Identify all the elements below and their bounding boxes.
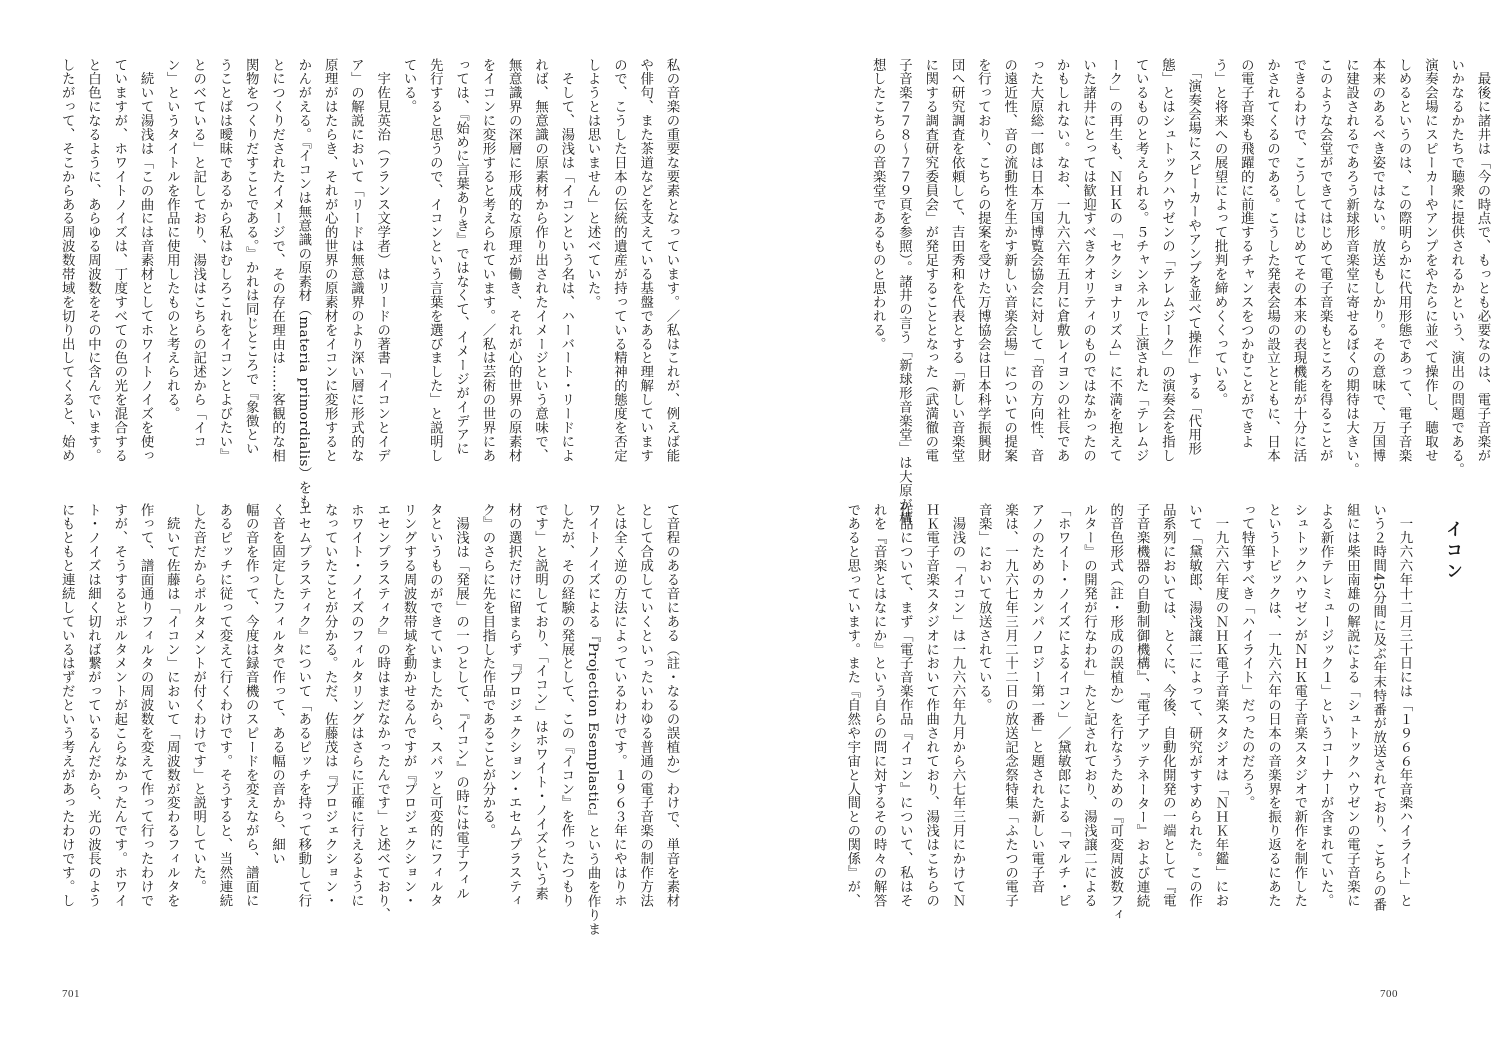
text-line: エセムプラスティク』について「あるピッチを持って移動して行 <box>295 503 311 908</box>
text-line: 先行すると思うので、イコンという言葉を選びました」と説明し <box>427 58 443 463</box>
text-line: 「演奏会場にスピーカーやアンプを並べて操作」する「代用形 <box>1185 58 1201 456</box>
text-line: 演奏会場にスピーカーやアンプをやたらに並べて操作し、聴取せ <box>1422 58 1438 463</box>
text-line: 材の選択だけに留まらず『プロジェクション・エセムプラスティ <box>506 503 522 908</box>
text-line: 組には柴田南雄の解説による「シュトックハウゼンの電子音楽に <box>1344 503 1360 908</box>
text-line: 態」とはシュトックハウゼンの「テレムジーク」の演奏会を指し <box>1159 58 1175 463</box>
text-line: しようとは思いません」と述べていた。 <box>585 58 601 310</box>
text-line: ルター』の開発が行なわれ」たと記されており、湯浅譲二による <box>1081 503 1097 908</box>
text-line: ていますが、ホワイトノイズは、丁度すべての色の光を混合する <box>111 58 127 463</box>
text-line: ホワイト・ノイズのフィルタリングはさらに正確に行えるように <box>348 503 364 908</box>
text-line: の電子音楽も飛躍的に前進するチャンスをつかむことができよ <box>1238 58 1254 449</box>
text-line: ワイトノイズによる『Projection Esemplastic』という曲を作りま <box>585 503 601 936</box>
text-line: できるわけで、こうしてはじめてその本来の表現機能が十分に活 <box>1290 58 1306 463</box>
text-line: 本来のあるべき姿ではない。放送もしかり。その意味で、万国博 <box>1369 58 1385 463</box>
right-page-number: 700 <box>1380 988 1398 1000</box>
right-page-top-text <box>845 58 1495 526</box>
text-line: 宇佐見英治（フランス文学者）はリードの著書「イコンとイデ <box>374 58 390 463</box>
text-line: すが、そうするとポルタメントが起こらなかったんです。ホワイ <box>111 503 127 908</box>
text-line: した音だからポルタメントが付くわけです」と説明していた。 <box>190 503 206 894</box>
text-line: 関物をつくりだすことである。』かれは同じところで『象徴とい <box>243 58 259 456</box>
text-line: をイコンに変形すると考えられています。／私は芸術の世界にあ <box>479 58 495 463</box>
text-line: っては、『始めに言葉ありき』ではなくて、イメージがイデアに <box>453 58 469 456</box>
text-line: 的音色形式（註・形成の誤植か）を行なうための『可変周波数フィ <box>1107 503 1123 922</box>
text-line: かもしれない。なお、一九六六年五月に倉敷レイヨンの社長であ <box>1054 58 1070 463</box>
text-line: とにつくりだされたイメージで、その存在理由は……客観的な相 <box>269 58 285 463</box>
text-line: や俳句、また茶道などを支えている基盤であると理解しています <box>637 58 653 463</box>
text-line: よる新作テレミュージック１」というコーナーが含まれていた。 <box>1318 503 1334 908</box>
text-line: いた諸井にとっては歓迎すべきクオリティのものではなかったの <box>1080 58 1096 463</box>
text-line: ト・ノイズは細く切れば繋がっているんだから、光の波長のよう <box>85 503 101 908</box>
text-line: ＨＫ電子音楽スタジオにおいて作曲されており、湯浅はこちらの <box>923 503 939 908</box>
text-line: このような会堂ができてはじめて電子音楽もところを得ることが <box>1317 58 1333 463</box>
right-page-bottom-text <box>845 503 1417 955</box>
text-line: 子音楽機器の自動制御機構』、『電子アッテネーター』および連続 <box>1134 503 1150 909</box>
text-line: 湯浅の「イコン」は一九六六年九月から六七年三月にかけてＮ <box>949 503 965 908</box>
text-line: ン」というタイトルを作品に使用したものと考えられる。 <box>164 58 180 421</box>
text-line: 幅の音を作って、今度は録音機のスピードを変えながら、譜面に <box>243 503 259 908</box>
text-line: そして、湯浅は「イコンという名は、ハーバート・リードによ <box>558 58 574 463</box>
text-line: あるピッチに従って変えて行くわけです。そうすると、当然連続 <box>216 503 232 908</box>
text-line: く音を固定したフィルタで作って、ある幅の音から、細い <box>269 503 285 866</box>
text-line: って特筆すべき「ハイライト」だったのだろう。 <box>1239 503 1255 810</box>
text-line: 原理がはたらき、それが心的世界の原素材をイコンに変形すると <box>322 58 338 463</box>
text-line: ているものと考えられる。５チャンネルで上演された「テレムジ <box>1133 58 1149 463</box>
text-line: に関する調査研究委員会」が発足することとなった（武満徹の電 <box>922 58 938 463</box>
text-line: いて「黛敏郎、湯浅譲二によって、研究がすすめられた。この作 <box>1186 503 1202 908</box>
text-line: なっていたことが分かる。ただ、佐藤茂は『プロジェクション・ <box>322 503 338 908</box>
text-line: うことばは曖昧であるから私はむしろこれをイコンとよびたい』 <box>216 58 232 463</box>
text-line: 続いて湯浅は「この曲には音素材としてホワイトノイズを使っ <box>138 58 154 463</box>
text-line: れを『音楽とはなにか』という自らの問に対するその時々の解答 <box>871 503 887 908</box>
text-line: として合成していくといったいわゆる普通の電子音楽の制作方法 <box>637 503 653 908</box>
text-line: アノのためのカンパノロジー第一番」と題された新しい電子音 <box>1028 503 1044 894</box>
text-line: シュトックハウゼンがＮＨＫ電子音楽スタジオで新作を制作した <box>1291 503 1307 908</box>
text-line: 湯浅は「発展」の一つとして、『イコン』の時には電子フィル <box>453 503 469 901</box>
text-line: と白色になるように、あらゆる周波数をその中に含んでいます。 <box>85 58 101 463</box>
text-line: う」と将来への展望によって批判を締めくくっている。 <box>1212 58 1228 407</box>
text-line: いかなるかたちで聴衆に提供されるかという、演出の問題である。 <box>1448 58 1464 477</box>
text-line: 子音楽７７８～７７９頁を参照）。諸井の言う「新球形音楽堂」は大原が構 <box>896 58 912 526</box>
text-line: 続いて佐藤は「イコン」において「周波数が変わるフィルタを <box>164 503 180 908</box>
text-line: 「ホワイト・ノイズによるイコン」／黛敏郎による「マルチ・ピ <box>1055 503 1071 908</box>
text-line: 私の音楽の重要な要素となっています。／私はこれが、例えば能 <box>664 58 679 463</box>
text-line: ク』のさらに先を目指した作品であることが分かる。 <box>479 503 495 838</box>
text-line: 団へ研究調査を依頼して、吉田秀和を代表とする「新しい音楽堂 <box>949 58 965 463</box>
text-line: ている。 <box>401 58 417 114</box>
text-line: リングする周波数帯域を動かせるんですが『プロジェクション・ <box>401 503 417 908</box>
text-line: ので、こうした日本の伝統的遺産が持っている精神的態度を否定 <box>611 58 627 463</box>
text-line: 無意識界の深層に形成的な原理が働き、それが心的世界の原素材 <box>506 58 522 463</box>
text-line: った大原総一郎は日本万国博覧会協会に対して「音の方向性、音 <box>1027 58 1043 463</box>
text-line: というトピックは、一九六六年の日本の音楽界を振り返るにあた <box>1265 503 1281 908</box>
text-line: 楽は、一九六七年三月二十二日の放送記念祭特集「ふたつの電子 <box>1002 503 1018 908</box>
text-line: ーク」の再生も、ＮＨＫの「セクショナリズム」に不満を抱えて <box>1106 58 1122 463</box>
text-line: の遠近性、音の流動性を生かす新しい音楽会場」についての提案 <box>1001 58 1017 463</box>
left-page-top-text <box>59 58 684 509</box>
text-line: したがって、そこからある周波数帯域を切り出してくると、始め <box>59 58 75 463</box>
left-page-number: 701 <box>62 988 80 1000</box>
text-line: かんがえる。『イコンは無意識の原素材（materia primordialis）をも <box>295 58 311 509</box>
text-line: 品系列においては、とくに、今後、自動化開発の一端として『電 <box>1160 503 1176 908</box>
text-line: れば、無意識の原素材から作り出されたイメージという意味で、 <box>532 58 548 463</box>
text-line: 一九六六年度のＮＨＫ電子音楽スタジオは「ＮＨＫ年鑑」にお <box>1212 503 1228 908</box>
text-line: 作って、譜面通りフィルタの周波数を変えて作って行ったわけで <box>138 503 154 908</box>
text-line: とは全く逆の方法によっているわけです。１９６３年にやはりホ <box>611 503 627 908</box>
right-page <box>750 0 1500 1052</box>
text-line: いう２時間45分間に及ぶ年末特番が放送されており、こちらの番 <box>1370 503 1386 912</box>
text-line: とのべている」と記しており、湯浅はこちらの記述から「イコ <box>190 58 206 449</box>
text-line: タというものができていましたから、スパッと可変的にフィルタ <box>427 503 443 908</box>
text-line: にもともと連続しているはずだという考えがあったわけです。し <box>59 503 75 908</box>
text-line: であると思っています。また『自然や宇宙と人間との関係』が、 <box>844 503 860 908</box>
text-line: ア」の解説において「リードは無意識界のより深い層に形式的な <box>348 58 364 463</box>
text-line: に建設されるであろう新球形音楽堂に寄せるぼくの期待は大きい。 <box>1343 58 1359 477</box>
section-heading: イコン <box>1442 520 1462 583</box>
text-line: 一九六六年十二月三十日には「１９６６年音楽ハイライト」と <box>1397 503 1412 908</box>
text-line: 最後に諸井は「今の時点で、もっとも必要なのは、電子音楽が <box>1475 58 1490 463</box>
text-line: を行っており、こちらの提案を受けた万博協会は日本科学振興財 <box>975 58 991 463</box>
text-line: 想したこちらの音楽堂であるものと思われる。 <box>870 58 886 351</box>
text-line: 作品について、まず「電子音楽作品『イコン』について、私はそ <box>897 503 913 908</box>
text-line: て音程のある音にある（註・なるの誤植か）わけで、単音を素材 <box>664 503 679 908</box>
text-line: したが、その経験の発展として、この『イコン』を作ったつもり <box>558 503 574 908</box>
text-line: 音楽」において放送されている。 <box>976 503 992 713</box>
text-line: かされてくるのである。こうした発表会場の設立とともに、日本 <box>1264 58 1280 463</box>
text-line: です」と説明しており、「イコン」はホワイト・ノイズという素 <box>532 503 548 901</box>
left-page-bottom-text <box>59 503 684 955</box>
text-line: エセンプラスティク』の時はまだなかったんです」と述べており、 <box>374 503 390 922</box>
text-line: しめるというのは、この際明らかに代用形態であって、電子音楽 <box>1396 58 1412 463</box>
